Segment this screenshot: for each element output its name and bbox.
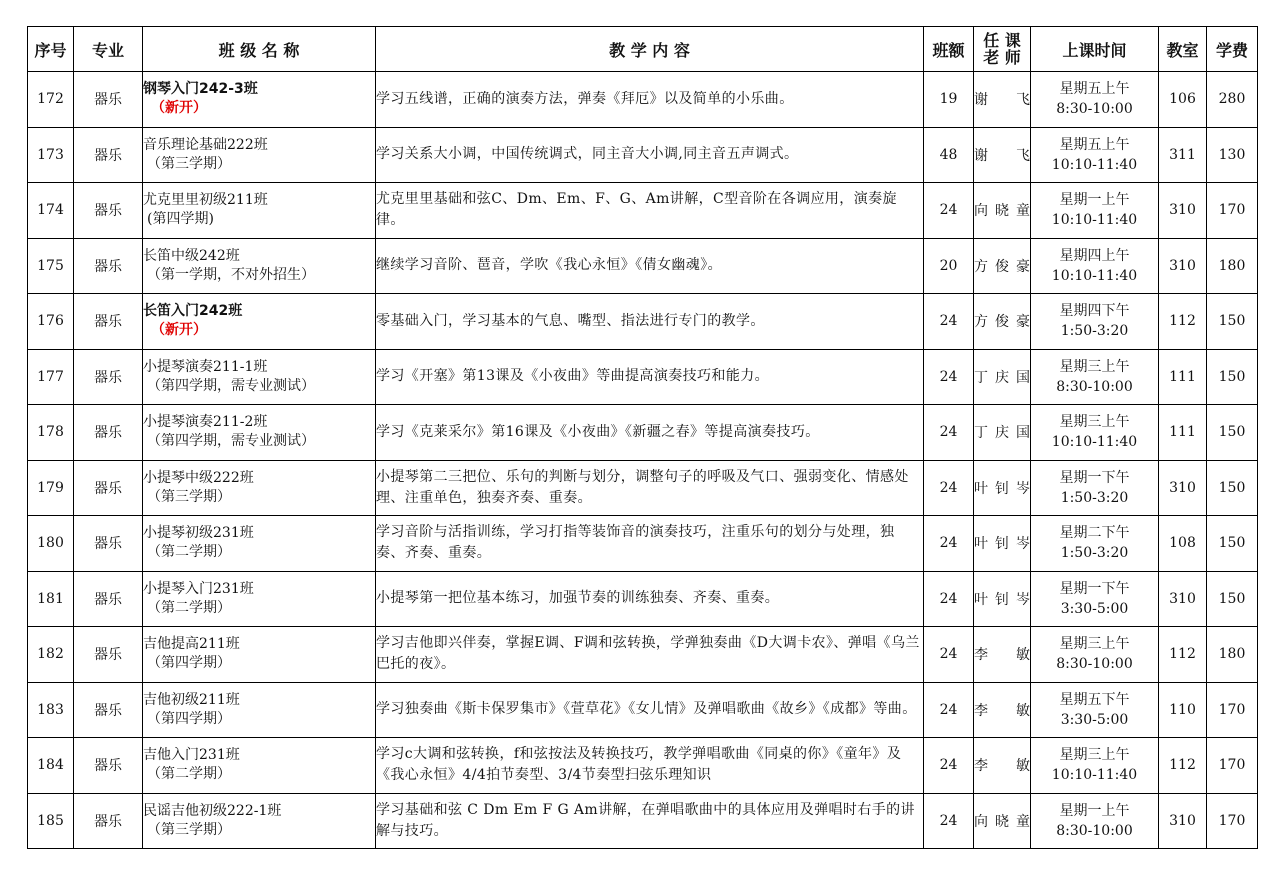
row-class	[143, 349, 376, 405]
class-name: 尤克里里初级211班	[143, 192, 268, 209]
row-time	[1031, 183, 1159, 239]
row-class-size: 24	[924, 349, 974, 405]
row-fee: 150	[1207, 405, 1258, 461]
row-time	[1031, 738, 1159, 794]
row-room: 310	[1159, 793, 1207, 849]
row-major: 器乐	[74, 72, 143, 128]
row-teacher: 谢 飞	[974, 127, 1031, 183]
table-row	[28, 405, 1258, 461]
class-name: 音乐理论基础222班	[143, 136, 268, 153]
row-class-size: 24	[924, 405, 974, 461]
time-day: 星期一下午	[1059, 469, 1130, 486]
row-number: 173	[28, 127, 74, 183]
table-row	[28, 238, 1258, 294]
row-teacher: 谢 飞	[974, 72, 1031, 128]
row-fee: 170	[1207, 682, 1258, 738]
time-hours: 8:30-10:00	[1056, 378, 1133, 395]
row-number: 172	[28, 72, 74, 128]
row-content: 学习音阶与活指训练，学习打指等装饰音的演奏技巧，注重乐句的划分与处理，独奏、齐奏、重奏。	[376, 516, 924, 572]
row-class-size: 20	[924, 238, 974, 294]
time-hours: 8:30-10:00	[1056, 656, 1133, 673]
table-row	[28, 682, 1258, 738]
class-name: 钢琴入门242-3班	[143, 81, 258, 98]
class-note: （第三学期）	[147, 155, 231, 172]
row-major: 器乐	[74, 238, 143, 294]
row-content: 零基础入门，学习基本的气息、嘴型、指法进行专门的教学。	[376, 294, 924, 350]
row-room: 110	[1159, 682, 1207, 738]
row-time	[1031, 571, 1159, 627]
header-fee: 学费	[1207, 27, 1258, 72]
row-content: 学习基础和弦 C Dm Em F G Am讲解，在弹唱歌曲中的具体应用及弹唱时右手的讲解与技巧。	[376, 793, 924, 849]
time-day: 星期一上午	[1059, 802, 1130, 819]
row-major: 器乐	[74, 349, 143, 405]
row-teacher: 李 敏	[974, 627, 1031, 683]
time-day: 星期五上午	[1059, 81, 1130, 98]
row-number: 181	[28, 571, 74, 627]
class-name: 小提琴中级222班	[143, 469, 254, 486]
course-schedule-table	[27, 26, 1258, 849]
row-class-size: 24	[924, 793, 974, 849]
class-name: 小提琴初级231班	[143, 525, 254, 542]
row-room: 310	[1159, 238, 1207, 294]
header-teacher	[974, 27, 1031, 72]
row-fee: 150	[1207, 294, 1258, 350]
table-row	[28, 627, 1258, 683]
time-hours: 8:30-10:00	[1056, 822, 1133, 839]
new-class-badge: （新开）	[151, 100, 207, 117]
row-fee: 150	[1207, 349, 1258, 405]
class-note: （第四学期）	[147, 655, 231, 672]
header-time: 上课时间	[1031, 27, 1159, 72]
row-content: 学习关系大小调，中国传统调式，同主音大小调,同主音五声调式。	[376, 127, 924, 183]
class-name: 小提琴演奏211-2班	[143, 414, 268, 431]
row-class	[143, 183, 376, 239]
time-hours: 10:10-11:40	[1051, 434, 1138, 451]
row-class	[143, 793, 376, 849]
time-day: 星期三上午	[1059, 358, 1130, 375]
header-class-size: 班额	[924, 27, 974, 72]
row-class-size: 24	[924, 516, 974, 572]
row-time	[1031, 460, 1159, 516]
class-name: 吉他提高211班	[143, 636, 240, 653]
class-name: 长笛中级242班	[143, 247, 240, 264]
row-number: 179	[28, 460, 74, 516]
header-teacher-line1: 任 课	[983, 31, 1021, 50]
row-class	[143, 405, 376, 461]
time-hours: 10:10-11:40	[1051, 212, 1138, 229]
class-note: （第二学期）	[147, 544, 231, 561]
class-name: 长笛入门242班	[143, 303, 243, 320]
row-fee: 280	[1207, 72, 1258, 128]
row-number: 184	[28, 738, 74, 794]
row-number: 178	[28, 405, 74, 461]
row-class	[143, 294, 376, 350]
row-room: 106	[1159, 72, 1207, 128]
row-major: 器乐	[74, 571, 143, 627]
time-day: 星期四上午	[1059, 247, 1130, 264]
row-number: 176	[28, 294, 74, 350]
class-note: （第二学期）	[147, 766, 231, 783]
row-time	[1031, 349, 1159, 405]
new-class-badge: （新开）	[151, 322, 207, 339]
row-room: 311	[1159, 127, 1207, 183]
row-content: 学习c大调和弦转换，f和弦按法及转换技巧，教学弹唱歌曲《同桌的你》《童年》及《我心永恒》4/4拍节奏型、3/4节奏型扫弦乐理知识	[376, 738, 924, 794]
row-teacher: 李 敏	[974, 738, 1031, 794]
time-day: 星期五上午	[1059, 136, 1130, 153]
time-day: 星期三上午	[1059, 747, 1130, 764]
row-content: 学习《开塞》第13课及《小夜曲》等曲提高演奏技巧和能力。	[376, 349, 924, 405]
class-note: （第四学期，需专业测试）	[147, 377, 315, 394]
time-day: 星期一下午	[1059, 580, 1130, 597]
row-class-size: 48	[924, 127, 974, 183]
table-row	[28, 793, 1258, 849]
row-class	[143, 682, 376, 738]
row-teacher: 丁庆国	[974, 349, 1031, 405]
row-class-size: 24	[924, 682, 974, 738]
table-row	[28, 127, 1258, 183]
class-note: （第三学期）	[147, 488, 231, 505]
row-fee: 150	[1207, 571, 1258, 627]
row-teacher: 向晓童	[974, 183, 1031, 239]
class-name: 民谣吉他初级222-1班	[143, 802, 282, 819]
row-fee: 150	[1207, 460, 1258, 516]
header-teacher-line2: 老 师	[983, 48, 1021, 67]
time-day: 星期一上午	[1059, 192, 1130, 209]
row-major: 器乐	[74, 183, 143, 239]
row-teacher: 李 敏	[974, 682, 1031, 738]
row-content: 学习五线谱，正确的演奏方法，弹奏《拜厄》以及简单的小乐曲。	[376, 72, 924, 128]
table-row	[28, 294, 1258, 350]
row-class	[143, 738, 376, 794]
row-major: 器乐	[74, 682, 143, 738]
row-class	[143, 127, 376, 183]
time-hours: 3:30-5:00	[1060, 711, 1129, 728]
row-teacher: 方俊豪	[974, 238, 1031, 294]
table-row	[28, 183, 1258, 239]
class-note: （第四学期）	[147, 710, 231, 727]
row-major: 器乐	[74, 460, 143, 516]
row-number: 185	[28, 793, 74, 849]
row-class-size: 19	[924, 72, 974, 128]
row-room: 112	[1159, 294, 1207, 350]
row-class	[143, 516, 376, 572]
class-note: （第三学期）	[147, 821, 231, 838]
time-hours: 1:50-3:20	[1060, 323, 1129, 340]
row-fee: 170	[1207, 793, 1258, 849]
header-number: 序号	[28, 27, 74, 72]
header-class-name: 班 级 名 称	[143, 27, 376, 72]
row-major: 器乐	[74, 738, 143, 794]
time-hours: 8:30-10:00	[1056, 101, 1133, 118]
row-class	[143, 72, 376, 128]
row-number: 174	[28, 183, 74, 239]
row-time	[1031, 72, 1159, 128]
row-time	[1031, 516, 1159, 572]
row-teacher: 叶钊岑	[974, 460, 1031, 516]
row-time	[1031, 793, 1159, 849]
row-class	[143, 571, 376, 627]
class-note: （第二学期）	[147, 599, 231, 616]
row-content: 继续学习音阶、琶音，学吹《我心永恒》《倩女幽魂》。	[376, 238, 924, 294]
row-fee: 180	[1207, 238, 1258, 294]
row-time	[1031, 682, 1159, 738]
row-content: 尤克里里基础和弦C、Dm、Em、F、G、Am讲解，C型音阶在各调应用，演奏旋律。	[376, 183, 924, 239]
row-class-size: 24	[924, 294, 974, 350]
table-row	[28, 516, 1258, 572]
table-row	[28, 571, 1258, 627]
row-room: 310	[1159, 183, 1207, 239]
time-day: 星期三上午	[1059, 414, 1130, 431]
row-content: 小提琴第二三把位、乐句的判断与划分，调整句子的呼吸及气口、强弱变化、情感处理、注重单色，独奏齐奏、重奏。	[376, 460, 924, 516]
row-major: 器乐	[74, 516, 143, 572]
row-room: 112	[1159, 627, 1207, 683]
time-hours: 10:10-11:40	[1051, 267, 1138, 284]
time-hours: 10:10-11:40	[1051, 767, 1138, 784]
row-number: 177	[28, 349, 74, 405]
row-number: 183	[28, 682, 74, 738]
row-major: 器乐	[74, 294, 143, 350]
row-content: 小提琴第一把位基本练习，加强节奏的训练独奏、齐奏、重奏。	[376, 571, 924, 627]
row-time	[1031, 127, 1159, 183]
time-hours: 3:30-5:00	[1060, 600, 1129, 617]
row-number: 180	[28, 516, 74, 572]
row-content: 学习吉他即兴伴奏，掌握E调、F调和弦转换，学弹独奏曲《D大调卡农》、弹唱《乌兰巴托的夜》。	[376, 627, 924, 683]
class-name: 吉他初级211班	[143, 691, 240, 708]
row-room: 310	[1159, 460, 1207, 516]
header-row	[28, 27, 1258, 72]
row-teacher: 方俊豪	[974, 294, 1031, 350]
row-teacher: 丁庆国	[974, 405, 1031, 461]
class-name: 吉他入门231班	[143, 747, 240, 764]
class-name: 小提琴入门231班	[143, 580, 254, 597]
row-major: 器乐	[74, 793, 143, 849]
row-room: 310	[1159, 571, 1207, 627]
row-room: 112	[1159, 738, 1207, 794]
row-time	[1031, 627, 1159, 683]
row-class-size: 24	[924, 460, 974, 516]
row-room: 111	[1159, 405, 1207, 461]
row-class-size: 24	[924, 738, 974, 794]
time-hours: 1:50-3:20	[1060, 489, 1129, 506]
row-class-size: 24	[924, 183, 974, 239]
row-class-size: 24	[924, 627, 974, 683]
row-class	[143, 460, 376, 516]
class-note: (第四学期)	[147, 211, 214, 228]
time-day: 星期四下午	[1059, 303, 1130, 320]
row-major: 器乐	[74, 627, 143, 683]
class-name: 小提琴演奏211-1班	[143, 358, 268, 375]
row-teacher: 叶钊岑	[974, 516, 1031, 572]
table-row	[28, 349, 1258, 405]
class-note: （第一学期，不对外招生）	[147, 266, 315, 283]
row-content: 学习独奏曲《斯卡保罗集市》《萱草花》《女儿情》及弹唱歌曲《故乡》《成都》等曲。	[376, 682, 924, 738]
time-hours: 1:50-3:20	[1060, 545, 1129, 562]
header-content: 教 学 内 容	[376, 27, 924, 72]
row-content: 学习《克莱采尔》第16课及《小夜曲》《新疆之春》等提高演奏技巧。	[376, 405, 924, 461]
time-hours: 10:10-11:40	[1051, 156, 1138, 173]
table-row	[28, 72, 1258, 128]
row-class	[143, 627, 376, 683]
row-teacher: 向晓童	[974, 793, 1031, 849]
time-day: 星期二下午	[1059, 525, 1130, 542]
table-row	[28, 460, 1258, 516]
row-fee: 130	[1207, 127, 1258, 183]
header-major: 专业	[74, 27, 143, 72]
row-major: 器乐	[74, 405, 143, 461]
row-time	[1031, 238, 1159, 294]
row-fee: 150	[1207, 516, 1258, 572]
row-teacher: 叶钊岑	[974, 571, 1031, 627]
table-row	[28, 738, 1258, 794]
class-note: （第四学期，需专业测试）	[147, 433, 315, 450]
row-fee: 180	[1207, 627, 1258, 683]
row-class-size: 24	[924, 571, 974, 627]
row-number: 175	[28, 238, 74, 294]
time-day: 星期五下午	[1059, 691, 1130, 708]
row-room: 111	[1159, 349, 1207, 405]
header-room: 教室	[1159, 27, 1207, 72]
row-time	[1031, 405, 1159, 461]
row-class	[143, 238, 376, 294]
row-fee: 170	[1207, 738, 1258, 794]
time-day: 星期三上午	[1059, 636, 1130, 653]
row-fee: 170	[1207, 183, 1258, 239]
row-major: 器乐	[74, 127, 143, 183]
row-time	[1031, 294, 1159, 350]
row-number: 182	[28, 627, 74, 683]
row-room: 108	[1159, 516, 1207, 572]
